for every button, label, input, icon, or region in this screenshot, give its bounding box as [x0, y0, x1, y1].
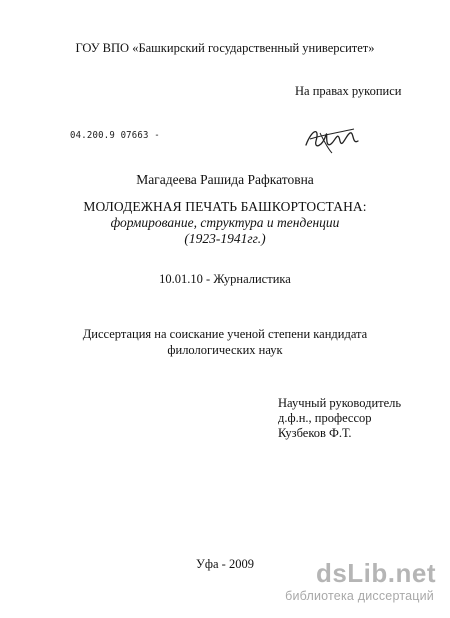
thesis-title: МОЛОДЕЖНАЯ ПЕЧАТЬ БАШКОРТОСТАНА:	[83, 199, 367, 214]
city-year: Уфа - 2009	[196, 557, 254, 571]
author-name: Магадеева Рашида Рафкатовна	[136, 172, 314, 187]
specialty-code: 10.01.10 - Журналистика	[159, 272, 291, 286]
supervisor-role: Научный руководитель	[278, 396, 402, 410]
dissertation-degree-line2: филологических наук	[167, 343, 283, 357]
signature-icon	[302, 121, 364, 157]
institution-header: ГОУ ВПО «Башкирский государственный университет»	[75, 41, 375, 55]
thesis-period: (1923-1941гг.)	[184, 231, 266, 246]
dissertation-degree-line1: Диссертация на соискание ученой степени кандидата	[82, 327, 368, 341]
registration-stamp-number: 04.200.9 07663 -	[70, 130, 160, 142]
watermark-logo: dsLib.net	[315, 558, 436, 588]
manuscript-rights-note: На правах рукописи	[295, 84, 402, 98]
supervisor-degree: д.ф.н., профессор	[278, 411, 372, 425]
thesis-subtitle: формирование, структура и тенденции	[110, 215, 340, 230]
watermark-subtitle: библиотека диссертаций	[285, 589, 434, 603]
dslib-watermark	[246, 558, 436, 608]
supervisor-name: Кузбеков Ф.Т.	[278, 426, 352, 440]
